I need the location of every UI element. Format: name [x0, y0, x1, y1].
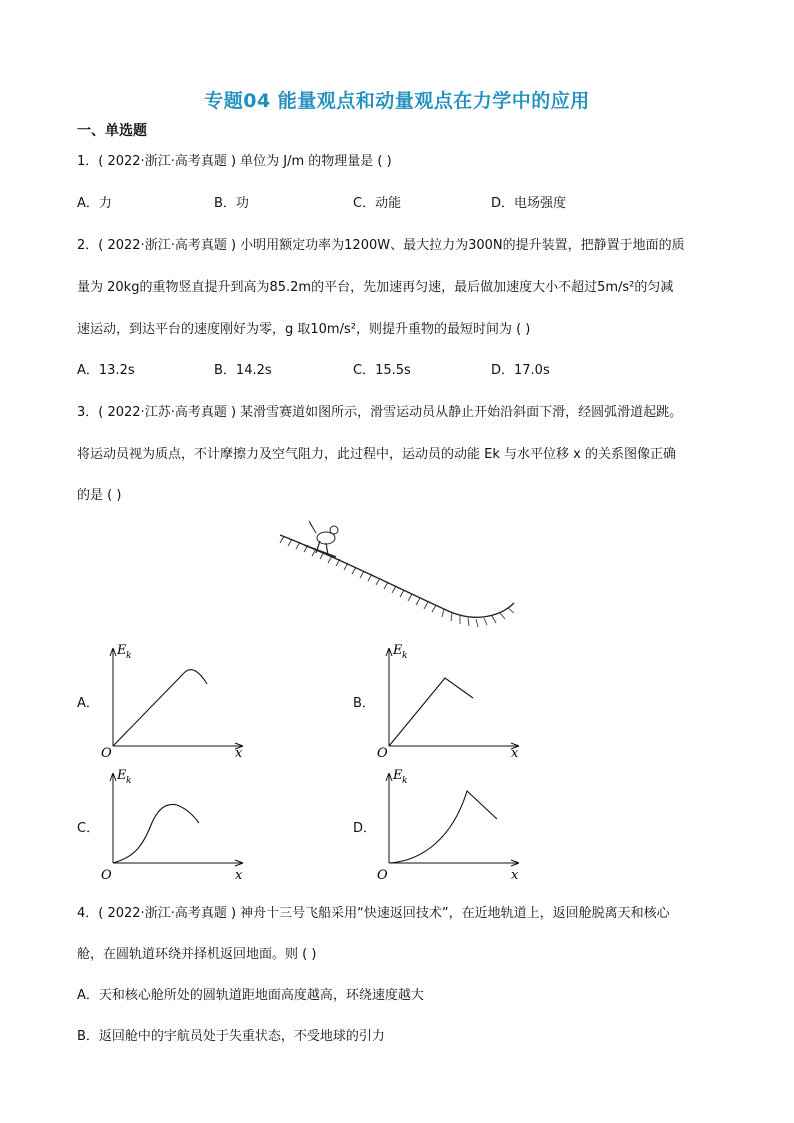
q2-option-d[interactable]: D．17.0s [491, 363, 550, 378]
graph-c-origin: O [101, 868, 112, 883]
ski-slope-figure [276, 517, 518, 632]
graph-b-x-axis: x [511, 746, 519, 760]
question-2-line-2: 量为 20kg的重物竖直提升到高为85.2m的平台，先加速再匀速，最后做加速度大小不超过5m/s²的匀减 [77, 280, 674, 295]
graph-c-x-axis: x [235, 868, 243, 883]
question-1-text: 1．( 2022·浙江·高考真题 ) 单位为 J/m 的物理量是 ( ) [77, 154, 392, 169]
q1-option-c[interactable]: C．动能 [353, 196, 402, 211]
question-2-options [77, 359, 637, 377]
section-heading: 一、单选题 [77, 123, 147, 139]
graph-a-y-sub: k [126, 651, 132, 661]
graph-d-y-sub: k [402, 776, 408, 786]
question-4-line-1: 4．( 2022·浙江·高考真题 ) 神舟十三号飞船采用“快速返回技术”，在近地轨道上，返回舱脱离天和核心 [77, 906, 670, 921]
graph-c-y-axis: E [117, 768, 127, 783]
q1-option-b[interactable]: B．功 [214, 196, 249, 211]
q1-option-a[interactable]: A．力 [77, 196, 112, 211]
q1-option-d[interactable]: D．电场强度 [491, 196, 567, 211]
q2-option-b[interactable]: B．14.2s [214, 363, 272, 378]
graph-c-y-sub: k [126, 776, 132, 786]
graph-b[interactable] [371, 640, 531, 760]
question-4-line-2: 舱，在圆轨道环绕并择机返回地面。则 ( ) [77, 947, 317, 962]
graph-a-y-axis: E [117, 643, 127, 658]
graph-d-y-axis: E [393, 768, 403, 783]
graph-b-y-sub: k [402, 651, 408, 661]
q4-option-a[interactable]: A．天和核心舱所处的圆轨道距地面高度越高，环绕速度越大 [77, 988, 424, 1003]
question-3-line-2: 将运动员视为质点，不计摩擦力及空气阻力，此过程中，运动员的动能 Ek 与水平位移 x 的关系图像正确 [77, 447, 676, 462]
graph-d[interactable] [371, 765, 531, 885]
graph-d-x-axis: x [511, 868, 519, 883]
graph-b-origin: O [377, 746, 388, 760]
question-3-line-1: 3．( 2022·江苏·高考真题 ) 某滑雪赛道如图所示，滑雪运动员从静止开始沿斜面下滑，经圆弧滑道起跳。 [77, 405, 683, 420]
page-title: 专题04 能量观点和动量观点在力学中的应用 [204, 90, 590, 112]
graph-b-label[interactable]: B． [353, 696, 375, 711]
q4-option-b[interactable]: B．返回舱中的宇航员处于失重状态，不受地球的引力 [77, 1029, 385, 1044]
graph-a[interactable] [95, 640, 255, 760]
graph-a-origin: O [101, 746, 112, 760]
graph-c[interactable] [95, 765, 255, 885]
question-3-line-3: 的是 ( ) [77, 488, 122, 503]
graph-b-y-axis: E [393, 643, 403, 658]
skier-icon [304, 521, 338, 557]
graph-a-x-axis: x [235, 746, 243, 760]
question-2-line-3: 速运动，到达平台的速度刚好为零，g 取10m/s²，则提升重物的最短时间为 ( ) [77, 322, 531, 337]
question-1-options [77, 192, 637, 210]
q2-option-c[interactable]: C．15.5s [353, 363, 411, 378]
graph-d-origin: O [377, 868, 388, 883]
question-2-line-1: 2．( 2022·浙江·高考真题 ) 小明用额定功率为1200W、最大拉力为300N的提升装置，把静置于地面的质 [77, 238, 685, 253]
graph-a-label[interactable]: A． [77, 696, 99, 711]
graph-c-label[interactable]: C． [77, 821, 100, 836]
graph-d-label[interactable]: D． [353, 821, 377, 836]
q2-option-a[interactable]: A．13.2s [77, 363, 135, 378]
